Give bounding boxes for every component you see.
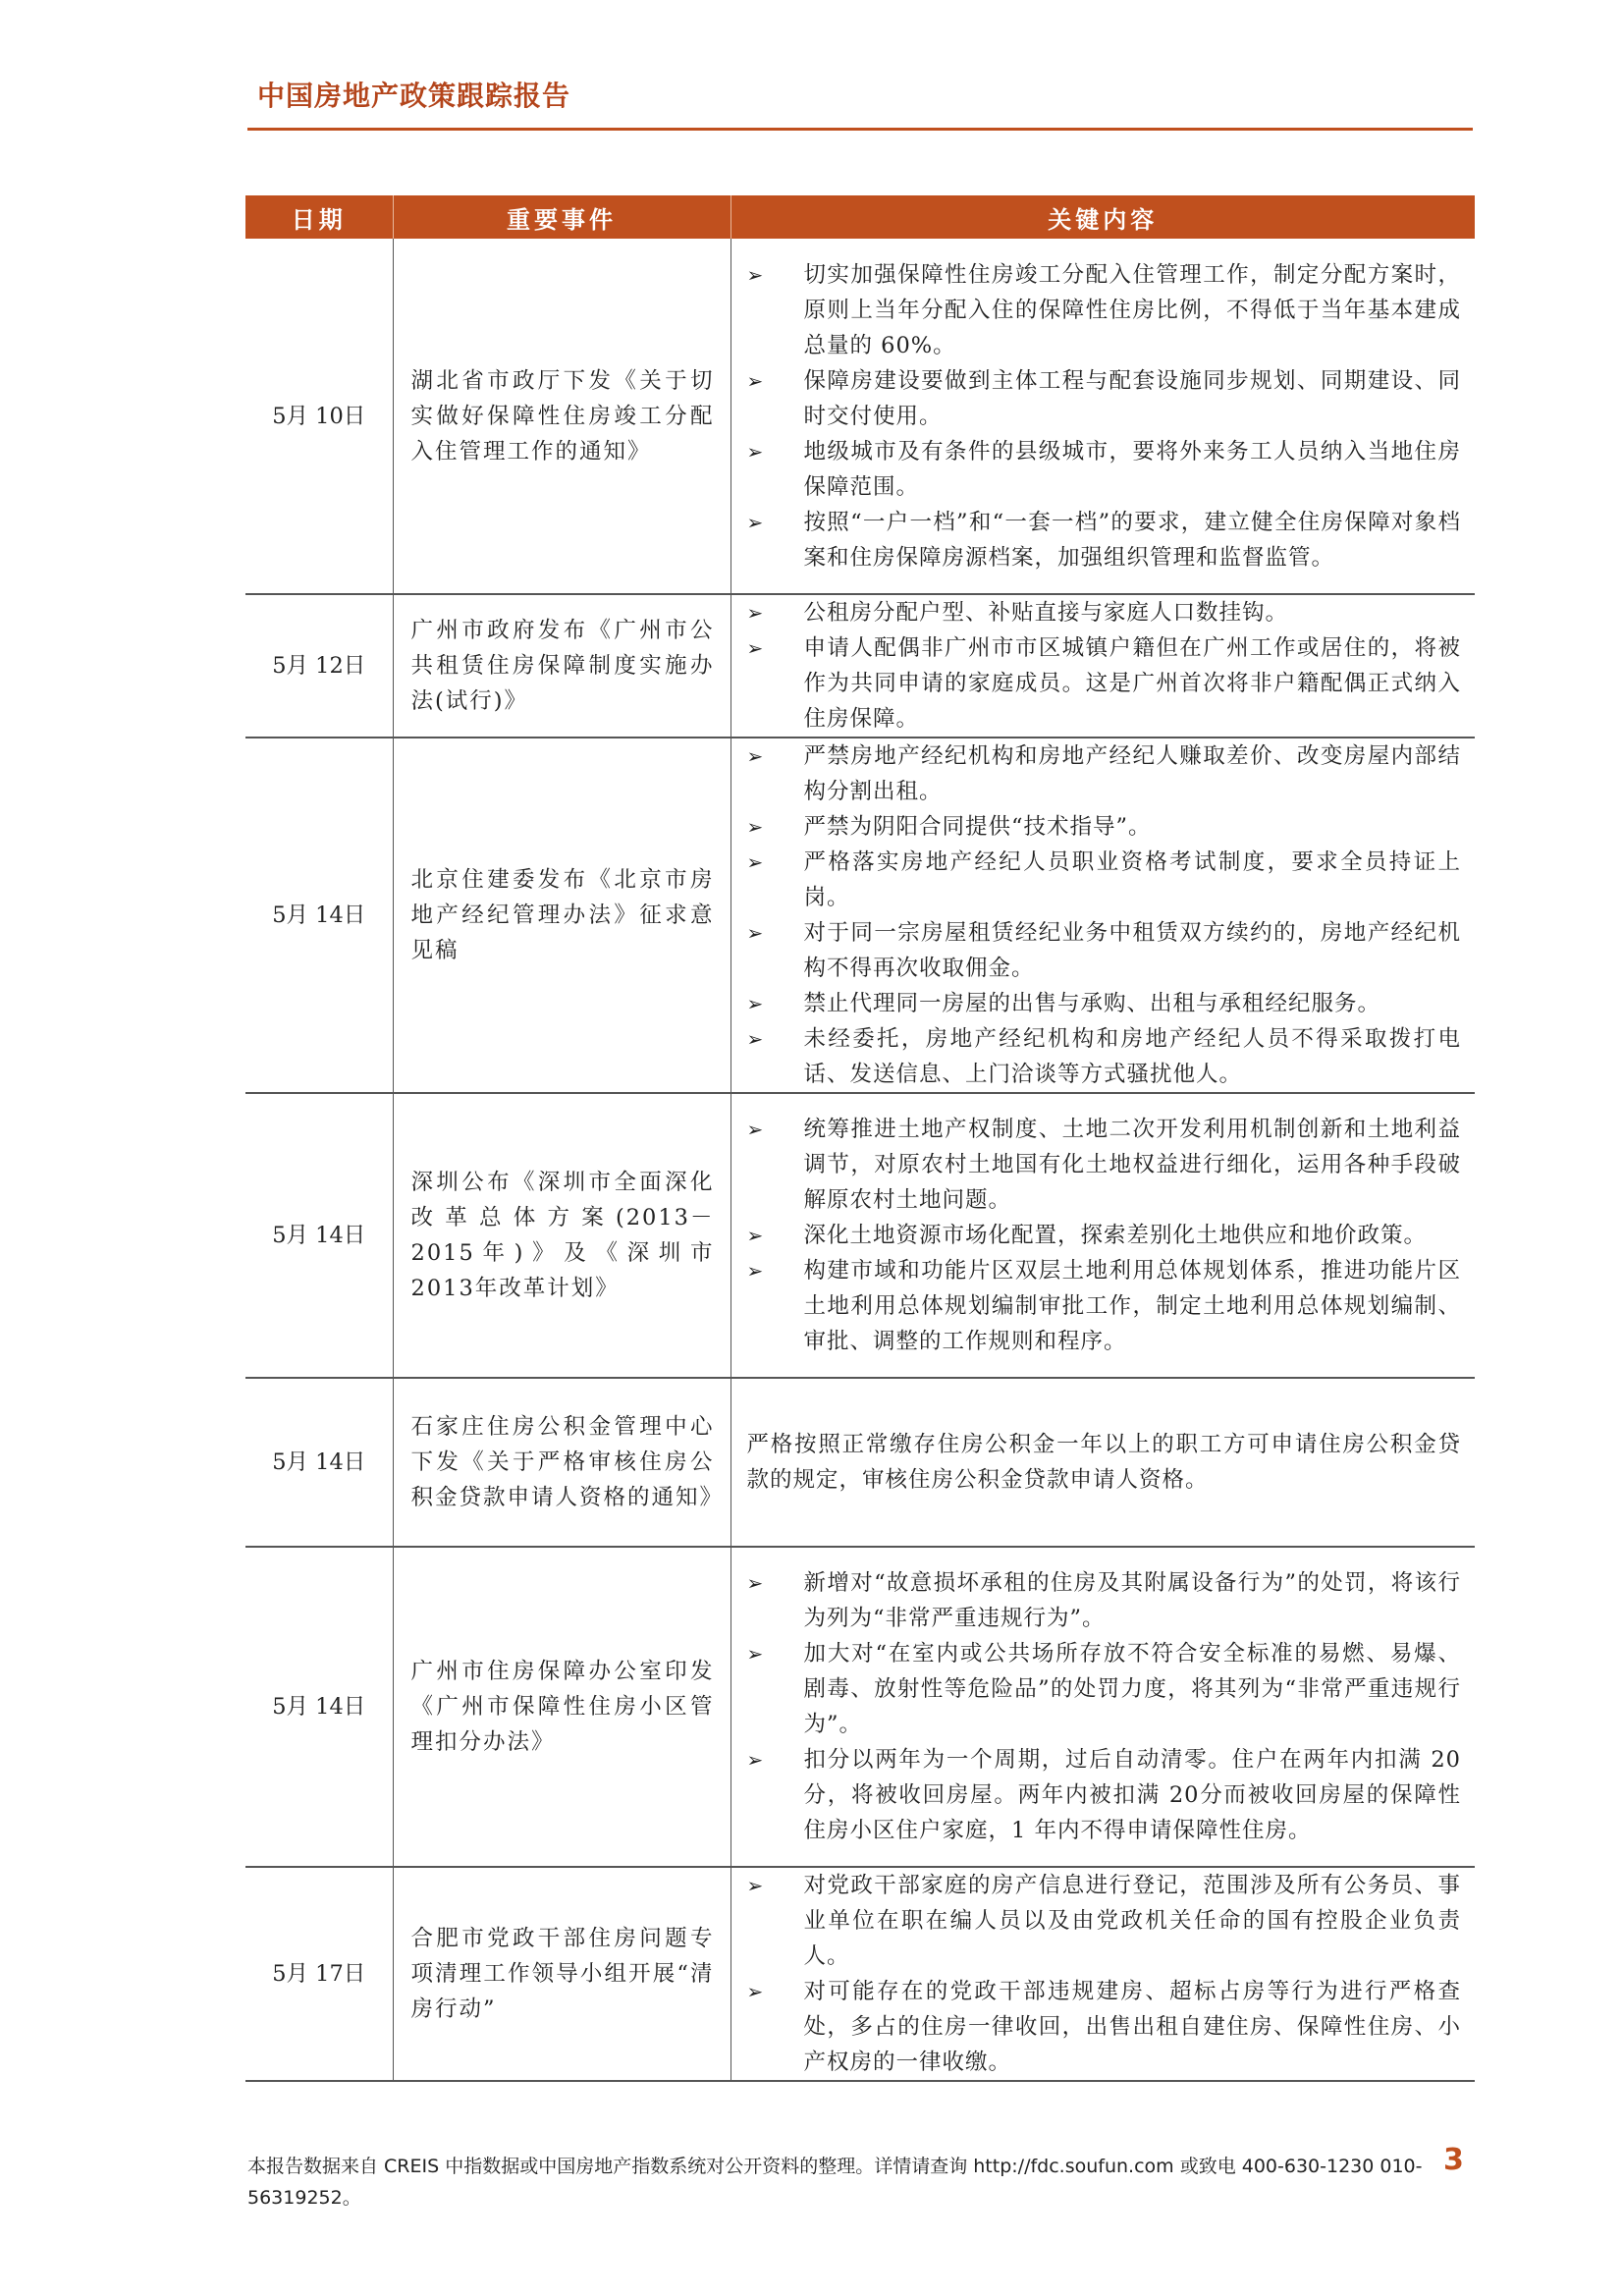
list-item: ➢ 统筹推进土地产权制度、土地二次开发利用机制创新和土地利益调节，对原农村土地国有化土地权益进行细化，运用各种手段破解原农村土地问题。 — [747, 1112, 1462, 1218]
row-date: 5月 14日 — [245, 1093, 393, 1378]
table-row — [245, 1867, 1475, 2081]
arrow-bullet-icon: ➢ — [746, 1874, 765, 1897]
list-item: ➢ 对党政干部家庭的房产信息进行登记，范围涉及所有公务员、事业单位在职在编人员以及由党政机关任命的国有控股企业负责人。 — [747, 1868, 1462, 1974]
arrow-bullet-icon: ➢ — [746, 368, 765, 393]
arrow-bullet-icon: ➢ — [746, 439, 765, 464]
list-item: ➢ 切实加强保障性住房竣工分配入住管理工作，制定分配方案时，原则上当年分配入住的保障性住房比例，不得低于当年基本建成总量的 60%。 — [747, 257, 1462, 363]
table-row — [245, 1378, 1475, 1547]
list-item: ➢ 扣分以两年为一个周期，过后自动清零。住户在两年内扣满 20分，将被收回房屋。两年内被扣满 20分而被收回房屋的保障性住房小区住户家庭，1 年内不得申请保障性住房。 — [747, 1742, 1462, 1848]
arrow-bullet-icon: ➢ — [746, 992, 765, 1015]
arrow-bullet-icon: ➢ — [746, 744, 765, 768]
row-content — [730, 1547, 1475, 1867]
row-date: 5月 17日 — [245, 1867, 393, 2081]
row-date: 5月 14日 — [245, 1547, 393, 1867]
list-item: ➢ 申请人配偶非广州市市区城镇户籍但在广州工作或居住的，将被作为共同申请的家庭成员。这是广州首次将非户籍配偶正式纳入住房保障。 — [747, 630, 1462, 737]
arrow-bullet-icon: ➢ — [746, 510, 765, 534]
list-item: ➢ 严禁为阴阳合同提供“技术指导”。 — [747, 809, 1462, 845]
arrow-bullet-icon: ➢ — [746, 262, 765, 287]
arrow-bullet-icon: ➢ — [746, 1748, 765, 1772]
row-content — [730, 239, 1475, 594]
table-row — [245, 1547, 1475, 1867]
list-item: ➢ 严禁房地产经纪机构和房地产经纪人赚取差价、改变房屋内部结构分割出租。 — [747, 738, 1462, 809]
list-item: ➢ 对于同一宗房屋租赁经纪业务中租赁双方续约的，房地产经纪机构不得再次收取佣金。 — [747, 915, 1462, 986]
row-date: 5月 14日 — [245, 1378, 393, 1547]
policy-table — [245, 195, 1475, 2082]
list-item: ➢ 对可能存在的党政干部违规建房、超标占房等行为进行严格查处，多占的住房一律收回，出售出租自建住房、保障性住房、小产权房的一律收缴。 — [747, 1974, 1462, 2080]
column-header-date: 日期 — [245, 195, 393, 239]
row-content — [730, 738, 1475, 1093]
page-number: 3 — [1443, 2143, 1464, 2177]
row-event: 深圳公布《深圳市全面深化改革总体方案(2013－2015年)》及《深圳市 2013年改革计划》 — [393, 1093, 730, 1378]
row-date: 5月 10日 — [245, 239, 393, 594]
table-row — [245, 239, 1475, 594]
arrow-bullet-icon: ➢ — [746, 1027, 765, 1051]
row-content — [730, 1093, 1475, 1378]
arrow-bullet-icon: ➢ — [746, 636, 765, 660]
arrow-bullet-icon: ➢ — [746, 1571, 765, 1595]
table-row — [245, 594, 1475, 738]
arrow-bullet-icon: ➢ — [746, 601, 765, 625]
list-item: ➢ 地级城市及有条件的县级城市，要将外来务工人员纳入当地住房保障范围。 — [747, 434, 1462, 505]
list-item: ➢ 新增对“故意损坏承租的住房及其附属设备行为”的处罚，将该行为列为“非常严重违规行为”。 — [747, 1565, 1462, 1636]
list-item: ➢ 保障房建设要做到主体工程与配套设施同步规划、同期建设、同时交付使用。 — [747, 363, 1462, 434]
arrow-bullet-icon: ➢ — [746, 921, 765, 945]
report-header-title: 中国房地产政策跟踪报告 — [257, 80, 571, 112]
list-item: ➢ 加大对“在室内或公共场所存放不符合安全标准的易燃、易爆、剧毒、放射性等危险品”的处罚力度，将其列为“非常严重违规行为”。 — [747, 1636, 1462, 1742]
row-content — [730, 1867, 1475, 2081]
row-event: 北京住建委发布《北京市房地产经纪管理办法》征求意见稿 — [393, 738, 730, 1093]
list-item: ➢ 未经委托，房地产经纪机构和房地产经纪人员不得采取拨打电话、发送信息、上门洽谈等方式骚扰他人。 — [747, 1021, 1462, 1092]
header-divider — [247, 128, 1473, 131]
arrow-bullet-icon: ➢ — [746, 1980, 765, 2003]
row-date: 5月 14日 — [245, 738, 393, 1093]
arrow-bullet-icon: ➢ — [746, 1642, 765, 1666]
arrow-bullet-icon: ➢ — [746, 815, 765, 839]
arrow-bullet-icon: ➢ — [746, 1118, 765, 1141]
footer-source-note: 本报告数据来自 CREIS 中指数据或中国房地产指数系统对公开资料的整理。详情请查询 http://fdc.soufun.com 或致电 400-630-1230 010-56319252。 — [247, 2156, 1423, 2209]
table-header-row — [245, 195, 1475, 239]
arrow-bullet-icon: ➢ — [746, 1259, 765, 1283]
row-event: 合肥市党政干部住房问题专项清理工作领导小组开展“清房行动” — [393, 1867, 730, 2081]
column-header-content: 关键内容 — [730, 195, 1475, 239]
list-item: ➢ 禁止代理同一房屋的出售与承购、出租与承租经纪服务。 — [747, 986, 1462, 1021]
row-event: 石家庄住房公积金管理中心下发《关于严格审核住房公积金贷款申请人资格的通知》 — [393, 1378, 730, 1547]
row-content — [730, 594, 1475, 738]
list-item: ➢ 按照“一户一档”和“一套一档”的要求，建立健全住房保障对象档案和住房保障房源档案，加强组织管理和监督监管。 — [747, 505, 1462, 575]
table-row — [245, 738, 1475, 1093]
row-event: 湖北省市政厅下发《关于切实做好保障性住房竣工分配入住管理工作的通知》 — [393, 239, 730, 594]
list-item: ➢ 深化土地资源市场化配置，探索差别化土地供应和地价政策。 — [747, 1218, 1462, 1253]
list-item: ➢ 构建市域和功能片区双层土地利用总体规划体系，推进功能片区土地利用总体规划编制审批工作，制定土地利用总体规划编制、审批、调整的工作规则和程序。 — [747, 1253, 1462, 1359]
arrow-bullet-icon: ➢ — [746, 850, 765, 874]
row-date: 5月 12日 — [245, 594, 393, 738]
row-event: 广州市政府发布《广州市公共租赁住房保障制度实施办法(试行)》 — [393, 594, 730, 738]
table-row — [245, 1093, 1475, 1378]
row-content: 严格按照正常缴存住房公积金一年以上的职工方可申请住房公积金贷款的规定，审核住房公积金贷款申请人资格。 — [730, 1378, 1475, 1547]
list-item: ➢ 严格落实房地产经纪人员职业资格考试制度，要求全员持证上岗。 — [747, 845, 1462, 915]
list-item: ➢ 公租房分配户型、补贴直接与家庭人口数挂钩。 — [747, 595, 1462, 630]
row-event: 广州市住房保障办公室印发《广州市保障性住房小区管理扣分办法》 — [393, 1547, 730, 1867]
column-header-event: 重要事件 — [393, 195, 730, 239]
arrow-bullet-icon: ➢ — [746, 1224, 765, 1247]
